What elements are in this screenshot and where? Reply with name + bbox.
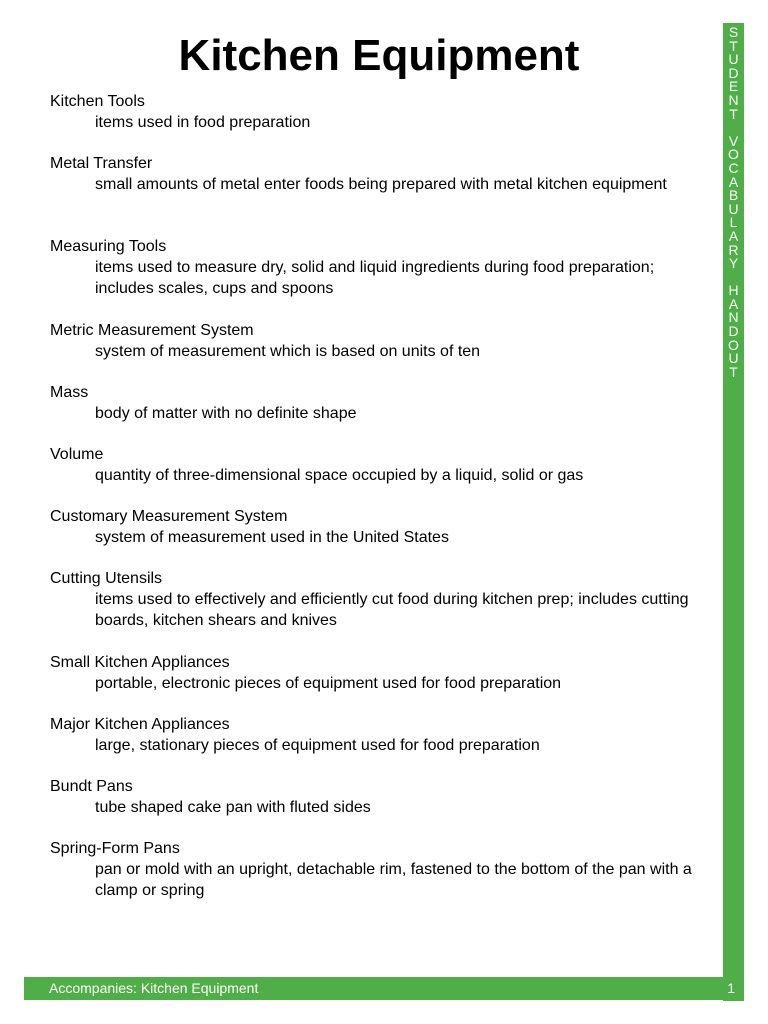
vocabulary-definition: items used to effectively and efficiently cut food during kitchen prep; includes cutting boards, kitchen shears and knives: [95, 591, 689, 630]
vocabulary-term: Measuring Tools: [50, 238, 167, 256]
vocabulary-definition: large, stationary pieces of equipment used for food preparation: [95, 736, 540, 754]
vocabulary-entry: [50, 236, 715, 319]
vocabulary-definition: body of matter with no definite shape: [95, 404, 357, 422]
vocabulary-entry: [50, 568, 715, 651]
side-banner: [723, 23, 744, 1001]
vocabulary-term: Small Kitchen Appliances: [50, 653, 230, 671]
vocabulary-definition: items used in food preparation: [95, 114, 311, 131]
vocabulary-entry: [50, 91, 715, 153]
vocabulary-term: Cutting Utensils: [50, 570, 163, 588]
vocabulary-term: Bundt Pans: [50, 777, 133, 795]
vocabulary-definition: portable, electronic pieces of equipment used for food preparation: [95, 674, 562, 692]
vocabulary-entry: [50, 153, 715, 236]
vocabulary-term: Mass: [50, 383, 89, 401]
vocabulary-definition: tube shaped cake pan with fluted sides: [95, 798, 371, 816]
vocabulary-term: Metal Transfer: [50, 155, 153, 173]
side-banner-label: S T U D E N T V O C A B U L A R Y H A N D O U T: [728, 24, 739, 380]
vocabulary-term: Metric Measurement System: [50, 321, 254, 339]
vocabulary-term: Kitchen Tools: [50, 93, 145, 110]
vocabulary-definition: pan or mold with an upright, detachable rim, fastened to the bottom of the pan with a clamp or spring: [95, 861, 692, 900]
vocabulary-term: Major Kitchen Appliances: [50, 715, 230, 733]
vocabulary-definition: system of measurement which is based on units of ten: [95, 342, 481, 360]
vocabulary-entry: [50, 714, 715, 776]
vocabulary-definition: small amounts of metal enter foods being prepared with metal kitchen equipment: [95, 176, 667, 194]
vocabulary-term: Customary Measurement System: [50, 508, 288, 526]
vocabulary-term: Spring-Form Pans: [50, 840, 180, 858]
vocabulary-entry: [50, 776, 715, 838]
page-number: 1: [727, 980, 735, 996]
vocabulary-list: [50, 91, 715, 921]
vocabulary-entry: [50, 506, 715, 568]
page-title: Kitchen Equipment: [178, 31, 580, 80]
vocabulary-definition: system of measurement used in the United States: [95, 529, 449, 547]
vocabulary-definition: quantity of three-dimensional space occupied by a liquid, solid or gas: [95, 466, 584, 484]
footer-label: Accompanies: Kitchen Equipment: [49, 980, 259, 996]
vocabulary-entry: [50, 382, 715, 444]
vocabulary-entry: [50, 320, 715, 382]
vocabulary-definition: items used to measure dry, solid and liquid ingredients during food preparation; includes scales, cups and spoons: [95, 259, 655, 298]
vocabulary-entry: [50, 652, 715, 714]
footer-bar: [24, 977, 744, 1000]
vocabulary-term: Volume: [50, 445, 104, 463]
vocabulary-entry: [50, 838, 715, 921]
vocabulary-entry: [50, 444, 715, 506]
